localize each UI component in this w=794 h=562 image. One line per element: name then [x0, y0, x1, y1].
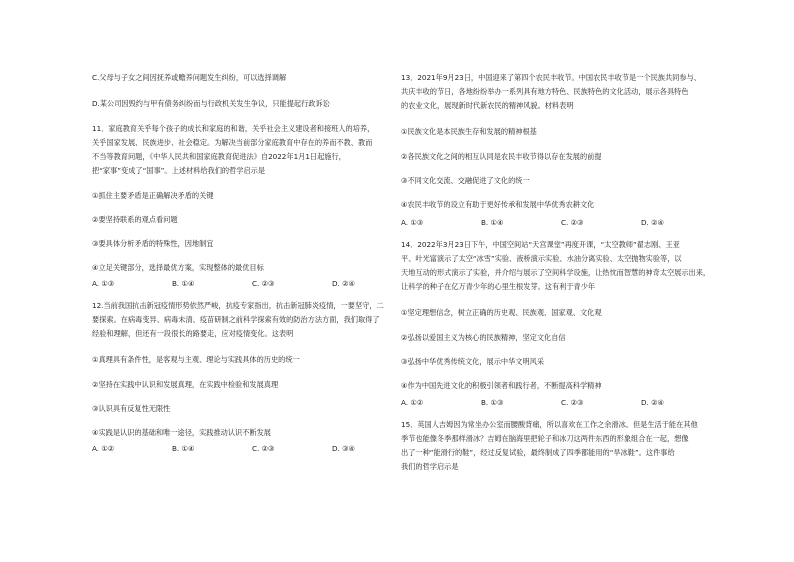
q13-stem-2: 共庆丰收的节日，各地纷纷举办一系列具有地方特色、民族特色的文化活动，展示各具特色 [401, 87, 689, 96]
q14-stem-2: 平、叶光富演示了太空“冰雪”实验、液桥演示实验、水油分离实验、太空抛物实验等，以 [401, 254, 682, 263]
q11-item-2: ②要坚持联系的观点看问题 [92, 215, 178, 224]
q14-option-c[interactable]: C. ②③ [561, 398, 584, 407]
q11-item-1: ①抓住主要矛盾是正确解决矛盾的关键 [92, 191, 214, 200]
q14-item-1: ①坚定理想信念，树立正确的历史观、民族观、国家观、文化观 [401, 308, 602, 317]
q15-stem-2: 季节也能像冬季那样滑冰？吉姆在脑海里把轮子和冰刀这两件东西的形象组合在一起，想像 [401, 434, 689, 443]
q11-options [92, 277, 412, 291]
q12-option-a[interactable]: A. ①② [92, 444, 115, 453]
q14-stem-4: 让科学的种子在亿万青少年的心里生根发芽。这有利于青少年 [401, 282, 596, 291]
q12-options [92, 442, 412, 456]
q11-option-d[interactable]: D. ②④ [332, 279, 355, 288]
q14-option-b[interactable]: B. ①③ [481, 398, 504, 407]
q15-stem-4: 我们的哲学启示是 [401, 462, 459, 471]
q14-item-2: ②弘扬以爱国主义为核心的民族精神，坚定文化自信 [401, 333, 566, 342]
q11-option-a[interactable]: A. ①③ [92, 279, 115, 288]
option-c-line: C.父母与子女之间因抚养或赡养问题发生纠纷，可以选择调解 [92, 73, 287, 82]
q14-item-3: ③弘扬中华优秀传统文化，展示中华文明风采 [401, 357, 545, 366]
q15-stem-3: 出了一种“能滑行的鞋”，经过反复试验，最终制成了四季都能用的“旱冰鞋”。这件事给 [401, 448, 675, 457]
q12-stem-2: 要探索。在病毒变异、病毒未清、疫苗研制之前科学探索有效的防治方法方面，我们取得了 [92, 315, 380, 324]
q11-stem-3: 不当等教育问题，《中华人民共和国家庭教育促进法》自2022年1月1日起施行， [92, 152, 346, 161]
q12-stem-3: 经验和理解，但还有一段很长的路要走，应对疫情变化。这表明 [92, 329, 294, 338]
q11-item-4: ④立足关键部分，选择最优方案，实现整体的最优目标 [92, 263, 264, 272]
q12-item-4: ④实践是认识的基础和唯一途径，实践推动认识不断发展 [92, 428, 271, 437]
option-d-line: D.某公司因毁约与甲有债务纠纷而与行政机关发生争议，只能提起行政诉讼 [92, 99, 330, 108]
q12-item-3: ③认识具有反复性无限性 [92, 404, 171, 413]
q14-option-a[interactable]: A. ①② [401, 398, 424, 407]
q14-stem-3: 天地互动的形式演示了实验，并介绍与展示了空间科学设施，让热忱而智慧的神奇太空展示出来， [401, 268, 711, 277]
q13-option-c[interactable]: C. ②③ [561, 218, 584, 227]
q11-stem-4: 把“家事”变成了“国事”。上述材料给我们的哲学启示是 [92, 166, 266, 175]
q12-item-2: ②坚持在实践中认识和发展真理，在实践中检验和发展真理 [92, 380, 279, 389]
q13-stem-1: 13．2021年9月23日，中国迎来了第四个农民丰收节。中国农民丰收节是一个民族共同参与、 [401, 73, 701, 82]
q13-item-2: ②各民族文化之间的相互认同是农民丰收节得以存在发展的前提 [401, 152, 602, 161]
q12-option-c[interactable]: C. ②③ [252, 444, 275, 453]
q11-stem-2: 关乎国家发展、民族进步、社会稳定。为解决当前部分家庭教育中存在的养而不教、教而 [92, 138, 373, 147]
q15-stem-1: 15．英国人吉姆因为常坐办公室而腰酸背痛，所以喜欢在工作之余滑冰。但是生活于能在其他 [401, 420, 698, 429]
q13-option-d[interactable]: D. ②④ [641, 218, 664, 227]
q14-item-4: ④作为中国先进文化的积极引领者和践行者，不断提高科学精神 [401, 381, 602, 390]
q12-option-d[interactable]: D. ③④ [332, 444, 355, 453]
q11-option-b[interactable]: B. ①④ [172, 279, 195, 288]
q14-stem-1: 14．2022年3月23日下午，中国空间站“天宫课堂”再度开课，“太空教师”翟志刚、王亚 [401, 240, 680, 249]
q11-option-c[interactable]: C. ②③ [252, 279, 275, 288]
q13-item-1: ①民族文化是本民族生存和发展的精神根基 [401, 127, 537, 136]
q13-options [401, 216, 721, 230]
q13-option-a[interactable]: A. ①③ [401, 218, 424, 227]
q13-item-3: ③不同文化交流、交融促进了文化的统一 [401, 176, 530, 185]
q13-stem-3: 的农业文化，展现新时代新农民的精神风貌。材料表明 [401, 101, 574, 110]
q12-item-1: ①真理具有条件性，是客观与主观、理论与实践具体的历史的统一 [92, 355, 300, 364]
q13-option-b[interactable]: B. ①④ [481, 218, 504, 227]
q13-item-4: ④农民丰收节的设立有助于更好传承和发展中华优秀农耕文化 [401, 200, 595, 209]
q14-option-d[interactable]: D. ②④ [641, 398, 664, 407]
q11-item-3: ③要具体分析矛盾的特殊性，因地制宜 [92, 239, 214, 248]
q14-options [401, 396, 721, 410]
q11-stem-1: 11．家庭教育关乎每个孩子的成长和家庭的和谐，关乎社会主义建设者和接班人的培养， [92, 124, 375, 133]
q12-stem-1: 12.当前我国抗击新冠疫情形势依然严峻，抗疫专家指出，抗击新冠肺炎疫情，一要坚守，二 [92, 301, 384, 310]
q12-option-b[interactable]: B. ①④ [172, 444, 195, 453]
